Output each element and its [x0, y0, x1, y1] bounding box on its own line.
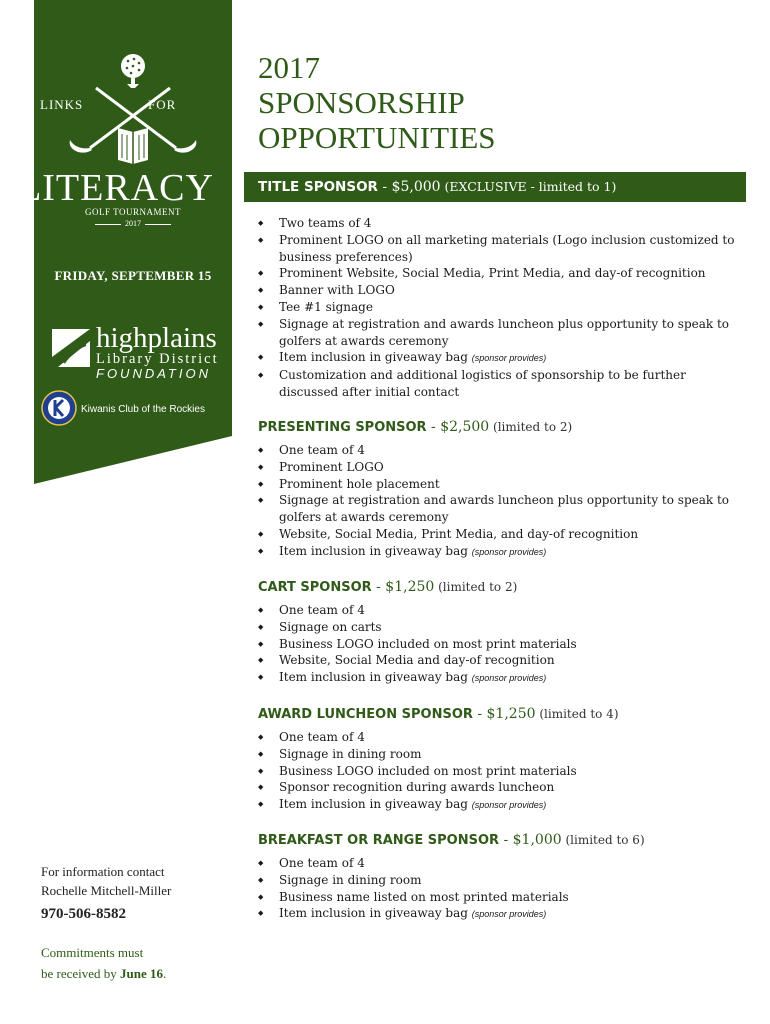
- list-item: ◆ Item inclusion in giveaway bag (sponsor provides): [258, 543, 748, 561]
- breakfast-range-sponsor-section: [258, 832, 748, 923]
- list-item: ◆ Signage at registration and awards luncheon plus opportunity to speak to golfers at awards ceremony: [258, 492, 748, 526]
- sponsor-name: TITLE SPONSOR: [258, 179, 378, 195]
- benefit-list: [258, 442, 748, 561]
- sponsor-limit: (limited to 6): [561, 833, 645, 847]
- sponsor-price: - $1,000: [499, 832, 562, 848]
- list-item: ◆ One team of 4: [258, 855, 748, 872]
- sponsor-header: [258, 579, 748, 599]
- award-luncheon-sponsor-section: [258, 706, 748, 814]
- list-item: ◆ Prominent Website, Social Media, Print Media, and day-of recognition: [258, 265, 748, 282]
- list-item: ◆ Customization and additional logistics of sponsorship to be further discussed after initial contact: [258, 367, 748, 401]
- title-sponsorship: SPONSORSHIP: [258, 85, 465, 120]
- highplains-foundation: FOUNDATION: [96, 366, 211, 381]
- contact-label: For information contact: [41, 864, 165, 879]
- sponsor-limit: (limited to 2): [434, 580, 518, 594]
- list-item: ◆ Business LOGO included on most print materials: [258, 763, 748, 780]
- event-date: FRIDAY, SEPTEMBER 15: [54, 268, 212, 283]
- list-item: ◆ Signage in dining room: [258, 746, 748, 763]
- sponsor-name: PRESENTING SPONSOR: [258, 420, 427, 435]
- list-item: ◆ Tee #1 signage: [258, 299, 748, 316]
- logo-links-text: LINKS: [40, 97, 84, 112]
- benefit-list: [258, 855, 748, 923]
- title-opportunities: OPPORTUNITIES: [258, 120, 496, 155]
- list-item: ◆ Item inclusion in giveaway bag (sponsor provides): [258, 349, 748, 367]
- list-item: ◆ Website, Social Media, Print Media, and day-of recognition: [258, 526, 748, 543]
- kiwanis-name: Kiwanis Club of the Rockies: [81, 404, 205, 415]
- logo-tournament-text: GOLF TOURNAMENT: [85, 207, 181, 217]
- list-item: ◆ Prominent hole placement: [258, 476, 748, 493]
- cart-sponsor-section: [258, 579, 748, 687]
- sponsor-name: AWARD LUNCHEON SPONSOR: [258, 707, 473, 722]
- sponsor-price: - $2,500: [426, 419, 490, 435]
- list-item: ◆ Signage at registration and awards luncheon plus opportunity to speak to golfers at awards ceremony: [258, 316, 748, 350]
- commitment-line1: Commitments must: [41, 945, 144, 960]
- page-title: [258, 50, 496, 155]
- list-item: ◆ Two teams of 4: [258, 215, 748, 232]
- contact-info: [41, 862, 171, 923]
- contact-phone: 970-506-8582: [41, 906, 126, 922]
- list-item: ◆ Sponsor recognition during awards luncheon: [258, 779, 748, 796]
- list-item: ◆ Item inclusion in giveaway bag (sponsor provides): [258, 796, 748, 814]
- highplains-name: highplains: [96, 322, 217, 354]
- list-item: ◆ Prominent LOGO on all marketing materials (Logo inclusion customized to business preferences): [258, 232, 748, 266]
- commitment-date: June 16: [120, 966, 164, 981]
- sponsor-limit: (EXCLUSIVE - limited to 1): [440, 179, 617, 194]
- list-item: ◆ Prominent LOGO: [258, 459, 748, 476]
- sponsor-price: - $1,250: [472, 706, 536, 722]
- commitment-line2: be received by: [41, 966, 121, 981]
- list-item: ◆ Signage in dining room: [258, 872, 748, 889]
- list-item: ◆ One team of 4: [258, 602, 748, 619]
- highplains-leaf-icon: [50, 327, 92, 369]
- sponsor-header: [258, 832, 748, 852]
- benefit-list: [258, 602, 748, 687]
- list-item: ◆ Business name listed on most printed materials: [258, 889, 748, 906]
- contact-name: Rochelle Mitchell-Miller: [41, 883, 172, 898]
- sponsor-header: [258, 706, 748, 726]
- sponsor-price: - $1,250: [371, 579, 435, 595]
- logo-for-text: FOR: [148, 97, 177, 112]
- benefit-list: [258, 215, 748, 401]
- logo-literacy-text: LITERACY: [18, 167, 214, 209]
- title-sponsor-header: [244, 172, 746, 202]
- sponsor-header: [258, 419, 748, 439]
- title-year: 2017: [258, 50, 320, 85]
- list-item: ◆ Item inclusion in giveaway bag (sponsor provides): [258, 669, 748, 687]
- title-sponsor-section: [258, 215, 748, 401]
- list-item: ◆ Signage on carts: [258, 619, 748, 636]
- highplains-district: Library District: [96, 351, 219, 367]
- benefit-list: [258, 729, 748, 814]
- list-item: ◆ Website, Social Media and day-of recognition: [258, 652, 748, 669]
- sponsor-limit: (limited to 4): [535, 707, 619, 721]
- sponsor-name: CART SPONSOR: [258, 580, 372, 595]
- list-item: ◆ One team of 4: [258, 442, 748, 459]
- kiwanis-seal-icon: [41, 390, 77, 426]
- sponsor-limit: (limited to 2): [489, 420, 573, 434]
- commitment-note: Commitments must be received by June 16.: [41, 945, 167, 981]
- logo-year-text: 2017: [34, 219, 232, 228]
- list-item: ◆ One team of 4: [258, 729, 748, 746]
- presenting-sponsor-section: [258, 419, 748, 561]
- sponsor-price: - $5,000: [377, 179, 441, 195]
- sponsor-name: BREAKFAST OR RANGE SPONSOR: [258, 833, 500, 848]
- list-item: ◆ Business LOGO included on most print materials: [258, 636, 748, 653]
- list-item: ◆ Item inclusion in giveaway bag (sponsor provides): [258, 905, 748, 923]
- list-item: ◆ Banner with LOGO: [258, 282, 748, 299]
